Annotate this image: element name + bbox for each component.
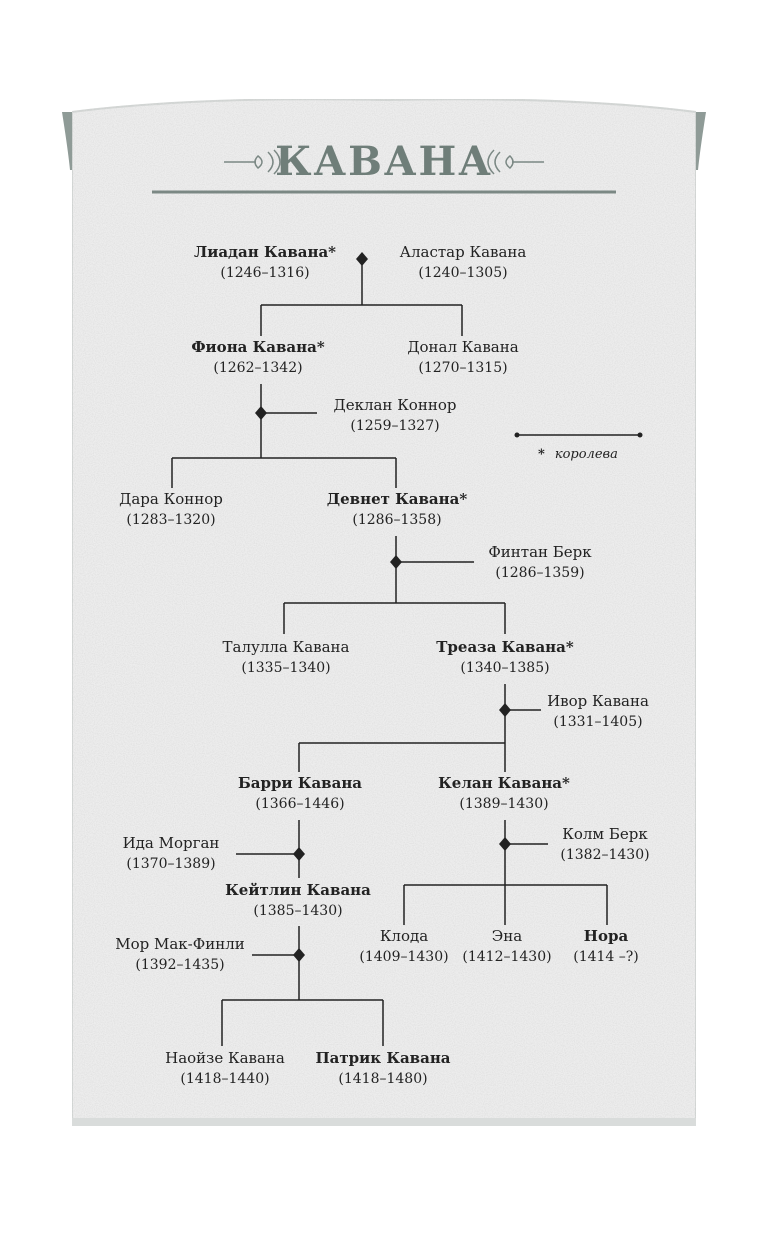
person-years: (1259–1327) — [350, 418, 440, 434]
person-name: Ивор Кавана — [547, 692, 649, 710]
person-mor — [80, 934, 280, 976]
person-name: Аластар Кавана — [399, 243, 527, 261]
person-years: (1414 –?) — [573, 949, 639, 965]
person-name: Эна — [491, 927, 523, 945]
person-years: (1286–1359) — [495, 565, 585, 581]
person-kelan — [404, 773, 604, 815]
person-treaza — [405, 637, 605, 679]
person-name: Нора — [583, 927, 629, 945]
person-name: Донал Кавана — [407, 338, 519, 356]
person-caitlin — [198, 880, 398, 922]
person-dara — [71, 489, 271, 531]
person-declan — [295, 395, 495, 437]
person-name: Лиадан Кавана* — [193, 243, 337, 261]
person-years: (1385–1430) — [253, 903, 343, 919]
person-years: (1418–1440) — [180, 1071, 270, 1087]
person-years: (1418–1480) — [338, 1071, 428, 1087]
person-years: (1283–1320) — [126, 512, 216, 528]
person-years: (1335–1340) — [241, 660, 331, 676]
person-ivor — [498, 691, 698, 733]
person-name: Деклан Коннор — [333, 396, 457, 414]
person-patrick — [283, 1048, 483, 1090]
person-years: (1392–1435) — [135, 957, 225, 973]
person-name: Келан Кавана* — [438, 774, 570, 792]
page-title: КАВАНА — [275, 138, 493, 185]
person-talulla — [186, 637, 386, 679]
person-years: (1370–1389) — [126, 856, 216, 872]
person-years: (1286–1358) — [352, 512, 442, 528]
person-years: (1366–1446) — [255, 796, 345, 812]
person-donal — [363, 337, 563, 379]
person-fiona — [158, 337, 358, 379]
person-barry — [200, 773, 400, 815]
person-name: Ида Морган — [122, 834, 220, 852]
person-years: (1409–1430) — [359, 949, 449, 965]
person-years: (1331–1405) — [553, 714, 643, 730]
legend — [538, 447, 618, 462]
person-years: (1382–1430) — [560, 847, 650, 863]
person-years: (1412–1430) — [462, 949, 552, 965]
person-years: (1262–1342) — [213, 360, 303, 376]
person-name: Кейтлин Кавана — [225, 881, 371, 899]
person-name: Клода — [379, 927, 429, 945]
person-name: Девнет Кавана* — [326, 490, 468, 508]
person-name: Талулла Кавана — [222, 638, 350, 656]
legend-star: * — [538, 447, 545, 462]
person-ida — [71, 833, 271, 875]
person-nora — [506, 926, 706, 968]
person-fintan — [440, 542, 640, 584]
person-name: Дара Коннор — [119, 490, 223, 508]
person-liadan — [165, 242, 365, 284]
person-name: Патрик Кавана — [315, 1049, 451, 1067]
person-years: (1389–1430) — [459, 796, 549, 812]
person-years: (1246–1316) — [220, 265, 310, 281]
person-name: Колм Берк — [562, 825, 648, 843]
person-name: Фиона Кавана* — [191, 338, 325, 356]
legend-text: королева — [554, 447, 618, 462]
person-name: Мор Мак-Финли — [115, 935, 245, 953]
person-name: Финтан Берк — [488, 543, 592, 561]
person-name: Наойзе Кавана — [165, 1049, 285, 1067]
person-name: Треаза Кавана* — [436, 638, 574, 656]
person-colm — [505, 824, 705, 866]
person-devnet — [297, 489, 497, 531]
person-name: Барри Кавана — [237, 774, 363, 792]
person-years: (1240–1305) — [418, 265, 508, 281]
person-years: (1340–1385) — [460, 660, 550, 676]
person-years: (1270–1315) — [418, 360, 508, 376]
person-alastar — [363, 242, 563, 284]
